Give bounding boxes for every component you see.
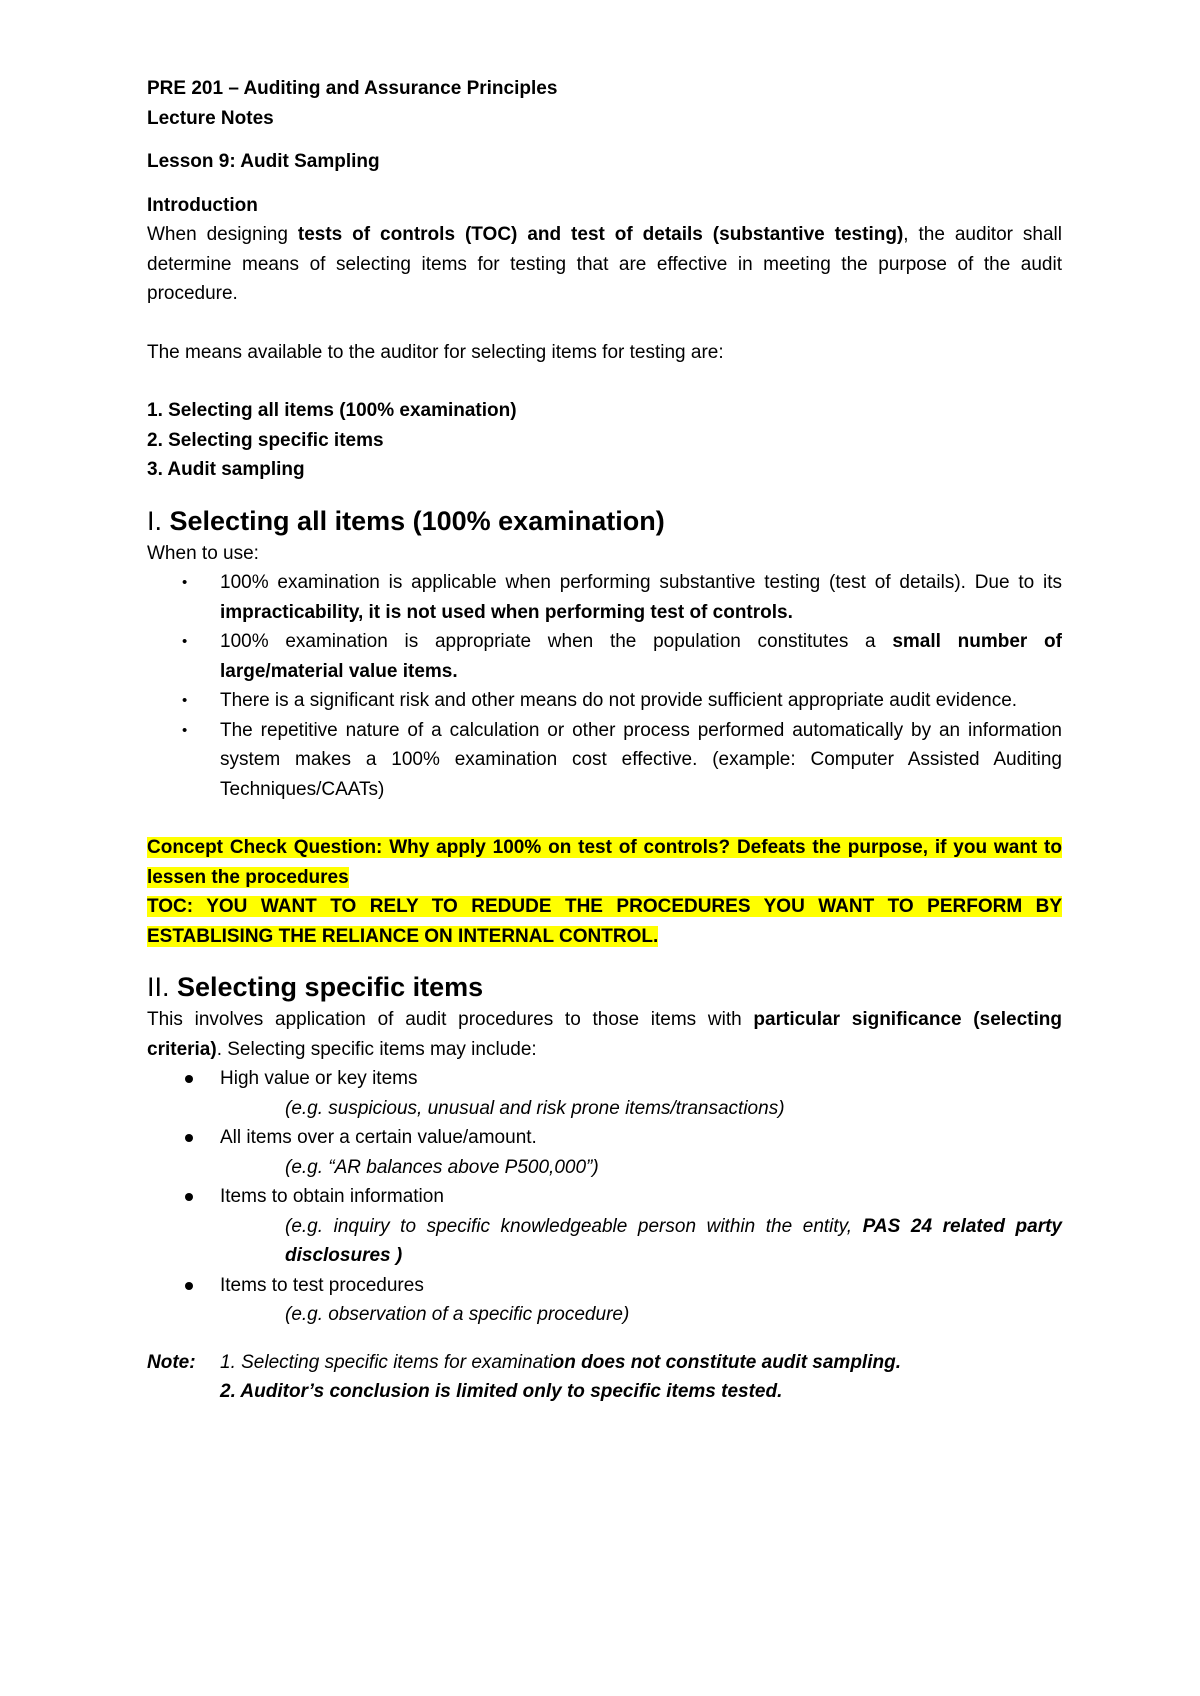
item-text: Items to test procedures <box>220 1274 424 1296</box>
bullet-icon <box>185 1134 193 1142</box>
note-item: 2. Auditor’s conclusion is limited only to specific items tested. <box>220 1381 783 1402</box>
list-item <box>182 686 1062 716</box>
bullet-icon <box>185 1075 193 1083</box>
specific-items-list <box>147 1064 1062 1094</box>
concept-check-question <box>147 833 1062 892</box>
specific-items-list <box>147 1123 1062 1153</box>
specific-items-list <box>147 1182 1062 1212</box>
means-item: 3. Audit sampling <box>147 459 305 480</box>
bullet-icon: • <box>182 633 188 650</box>
course-title: PRE 201 – Auditing and Assurance Principles <box>147 78 558 99</box>
means-intro: The means available to the auditor for selecting items for testing are: <box>147 341 724 363</box>
note-label: Note: <box>147 1351 196 1373</box>
document-page <box>147 74 1062 1407</box>
bullet-icon <box>185 1193 193 1201</box>
when-to-use-list <box>147 568 1062 804</box>
item-text: High value or key items <box>220 1068 418 1089</box>
bullet-icon: • <box>182 692 188 709</box>
intro-heading: Introduction <box>147 194 258 216</box>
lecture-notes-label: Lecture Notes <box>147 107 274 129</box>
s2-text-a: This involves application of audit procedures to those items with <box>147 1009 754 1030</box>
lesson-title: Lesson 9: Audit Sampling <box>147 151 380 172</box>
intro-text-c: , the auditor shall determine means of selecting items for testing that are effective in meeting the purpose of the audit procedure. <box>147 224 1062 304</box>
section-2-paragraph <box>147 1005 1062 1064</box>
example-text: (e.g. observation of a specific procedure) <box>285 1304 630 1325</box>
concept-question-text: Concept Check Question: Why apply 100% on test of controls? Defeats the purpose, if you want to lessen the procedures <box>147 837 1062 888</box>
bullet-text-b: impracticability, it is not used when performing test of controls. <box>220 601 793 623</box>
section-2-numeral: II. <box>147 972 178 1002</box>
concept-answer-text: TOC: YOU WANT TO RELY TO REDUDE THE PROCEDURES YOU WANT TO PERFORM BY ESTABLISING THE RELIANCE ON INTERNAL CONTROL. <box>147 896 1062 947</box>
example-text: (e.g. “AR balances above P500,000”) <box>285 1156 599 1178</box>
section-1-heading <box>147 503 1062 539</box>
section-2-heading <box>147 969 1062 1005</box>
list-item <box>182 716 1062 805</box>
intro-text-a: When designing <box>147 224 298 245</box>
note-body <box>220 1348 901 1407</box>
bullet-text-b: small number of large/material value items. <box>220 631 1062 682</box>
s2-text-b: particular significance (selecting criteria) <box>147 1009 1062 1060</box>
intro-text-b: tests of controls (TOC) and test of details (substantive testing) <box>297 224 904 245</box>
bullet-text-a: 100% examination is applicable when performing substantive testing (test of details). Due to its <box>220 572 1062 593</box>
bullet-icon: • <box>182 721 188 739</box>
item-text: All items over a certain value/amount. <box>220 1127 537 1148</box>
list-item <box>220 1271 1062 1301</box>
specific-items-list <box>147 1271 1062 1301</box>
note-text-a: 1. Selecting specific items for examinati <box>220 1351 553 1373</box>
intro-paragraph <box>147 220 1062 309</box>
bullet-icon: • <box>182 574 188 591</box>
example-text <box>147 1212 1062 1271</box>
list-item <box>220 1123 1062 1153</box>
note-item <box>220 1348 901 1378</box>
s2-text-c: . Selecting specific items may include: <box>216 1038 537 1060</box>
list-item <box>220 1182 1062 1212</box>
section-1-numeral: I. <box>147 505 170 536</box>
bullet-text-a: 100% examination is appropriate when the population constitutes a <box>220 631 893 652</box>
means-item: 1. Selecting all items (100% examination) <box>147 400 517 421</box>
list-item <box>182 568 1062 627</box>
bullet-text: There is a significant risk and other means do not provide sufficient appropriate audit evidence. <box>220 690 1018 711</box>
means-item: 2. Selecting specific items <box>147 429 384 451</box>
note-block <box>147 1348 1062 1407</box>
means-list <box>147 396 1062 485</box>
list-item <box>220 1064 1062 1094</box>
item-text: Items to obtain information <box>220 1186 444 1207</box>
section-2-title: Selecting specific items <box>177 972 484 1002</box>
note-text-b: on does not constitute audit sampling. <box>552 1351 901 1373</box>
example-text: (e.g. suspicious, unusual and risk prone items/transactions) <box>285 1097 785 1119</box>
example-text-a: (e.g. inquiry to specific knowledgeable person within the entity, <box>285 1215 863 1237</box>
list-item <box>182 627 1062 686</box>
section-1-title: Selecting all items (100% examination) <box>169 505 665 536</box>
example-text-b: PAS 24 related party disclosures ) <box>285 1215 1062 1266</box>
bullet-icon <box>185 1282 193 1290</box>
bullet-text: The repetitive nature of a calculation or other process performed automatically by an information system makes a 100% examination cost effective. (example: Computer Assisted Auditing Techniques/CAATs) <box>220 719 1062 800</box>
when-to-use-label: When to use: <box>147 542 259 564</box>
concept-check-answer <box>147 892 1062 951</box>
